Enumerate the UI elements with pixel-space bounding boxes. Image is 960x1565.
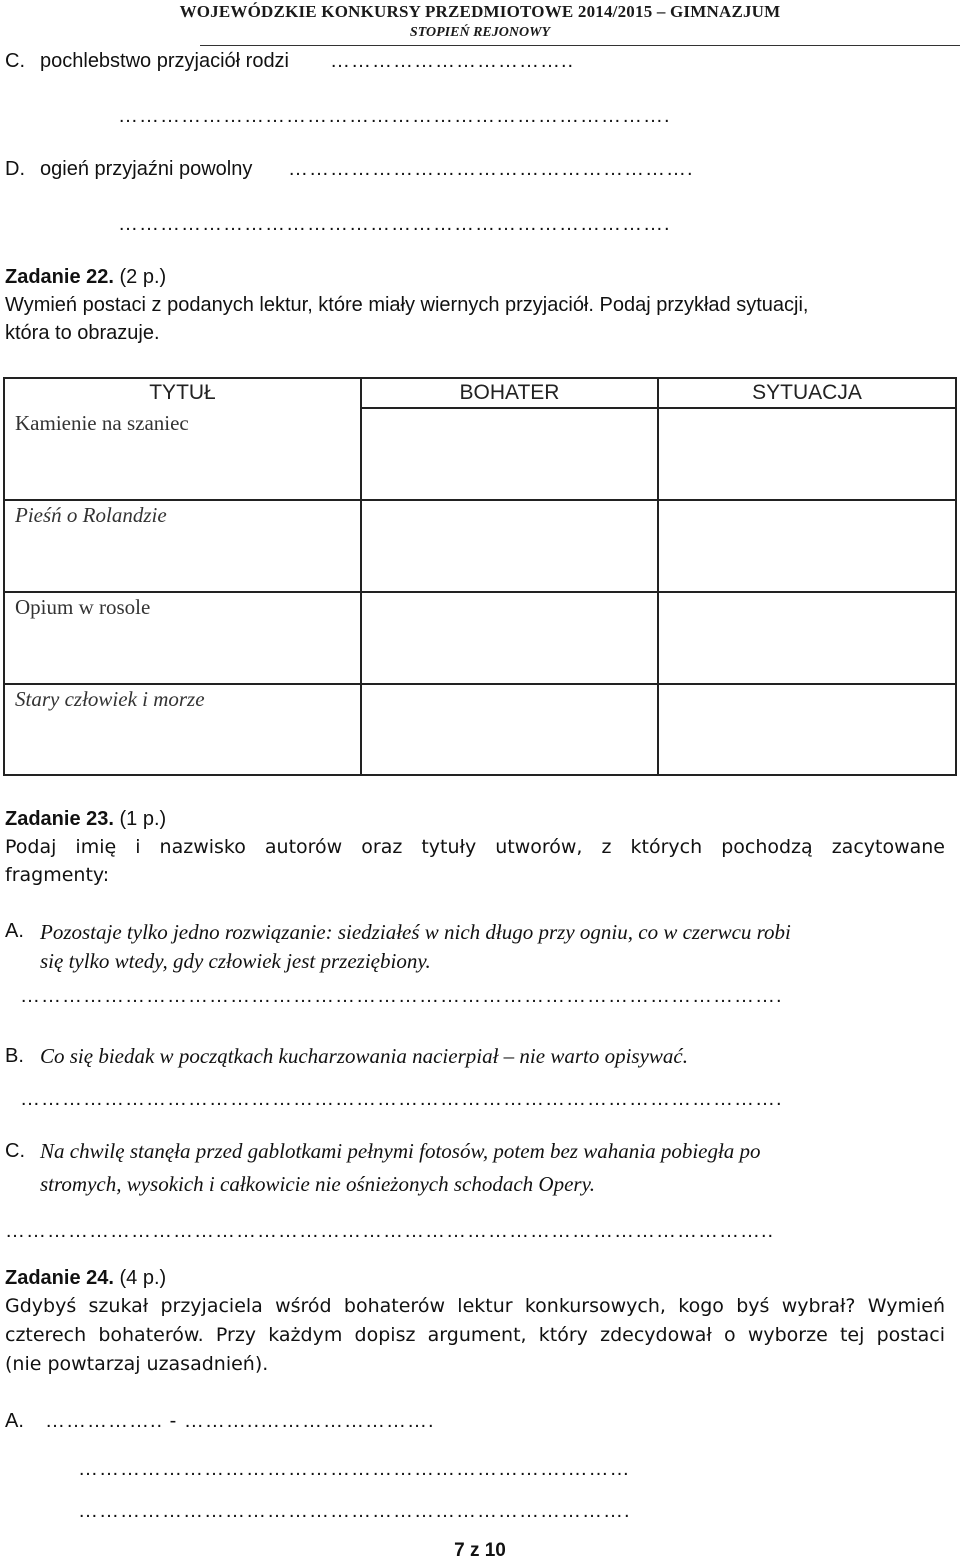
task24-heading xyxy=(5,1267,166,1290)
table-row-divider xyxy=(5,683,957,685)
table-column-divider xyxy=(360,379,362,774)
table-header-hero: BOHATER xyxy=(459,381,560,404)
option-d-answer-line-2: ……………………………………………………………………. xyxy=(118,213,671,235)
option-d-text: ogień przyjaźni powolny xyxy=(40,158,253,180)
quote-c-text-1: Na chwilę stanęła przed gablotkami pełnymi fotosów, potem bez wahania pobiegła po xyxy=(40,1139,761,1163)
option-c-label: C. xyxy=(5,50,25,72)
table-row-divider xyxy=(360,499,957,501)
quote-a-label: A. xyxy=(5,920,24,942)
option-c-answer-line-2: ……………………………………………………………………. xyxy=(118,105,671,127)
table-row-title: Kamienie na szaniec xyxy=(15,411,189,435)
quote-c-answer-line: ……………………………………………………………………………………………….. xyxy=(5,1220,775,1242)
quote-a-text-2: się tylko wtedy, gdy człowiek jest przeziębiony. xyxy=(40,949,431,973)
task22-heading xyxy=(5,266,166,289)
task24-instruction-3: (nie powtarzaj uzasadnień). xyxy=(5,1353,269,1375)
table-row-title: Opium w rosole xyxy=(15,595,151,619)
header-title: WOJEWÓDZKIE KONKURSY PRZEDMIOTOWE 2014/2015 – GIMNAZJUM xyxy=(179,2,781,21)
task23-title: Zadanie 23. xyxy=(5,808,114,830)
table-row-divider xyxy=(5,499,360,501)
task22-points: (2 p.) xyxy=(119,266,167,288)
task23-heading xyxy=(5,808,166,831)
task24-title: Zadanie 24. xyxy=(5,1267,114,1289)
quote-b-label: B. xyxy=(5,1045,24,1067)
option-c-text: pochlebstwo przyjaciół rodzi xyxy=(40,50,290,72)
answer-a-line-1: …………….. - ………..……………………. xyxy=(45,1410,435,1432)
header-subtitle: STOPIEŃ REJONOWY xyxy=(409,25,551,40)
table-row-title: Stary człowiek i morze xyxy=(15,687,205,711)
option-c-answer-line: …………………………….. xyxy=(330,50,575,72)
answer-a-label: A. xyxy=(5,1410,24,1432)
quote-c-text-2: stromych, wysokich i całkowicie nie ośnieżonych schodach Opery. xyxy=(40,1172,595,1196)
quote-a-answer-line: ………………………………………………………………………………………………. xyxy=(20,985,783,1007)
table-column-divider xyxy=(657,379,659,774)
task24-instruction-1: Gdybyś szukał przyjaciela wśród bohaterów lektur konkursowych, kogo byś wybrał? Wymień xyxy=(5,1295,945,1317)
task22-title: Zadanie 22. xyxy=(5,266,114,288)
table-header-title: TYTUŁ xyxy=(149,381,216,404)
characters-table xyxy=(3,377,957,776)
task23-instruction-2: fragmenty: xyxy=(5,864,110,886)
option-d-label: D. xyxy=(5,158,25,180)
quote-b-answer-line: ………………………………………………………………………………………………. xyxy=(20,1088,783,1110)
header-divider xyxy=(200,45,960,46)
task23-instruction-1: Podaj imię i nazwisko autorów oraz tytuły utworów, z których pochodzą zacytowane xyxy=(5,836,945,858)
table-row-title: Pieśń o Rolandzie xyxy=(15,503,167,527)
task24-points: (4 p.) xyxy=(119,1267,167,1289)
answer-a-line-2: …………………………………………………………….……… xyxy=(78,1458,631,1480)
table-row-divider xyxy=(5,591,957,593)
task23-points: (1 p.) xyxy=(119,808,167,830)
page-number: 7 z 10 xyxy=(454,1540,506,1561)
answer-a-line-3: ……………………………………………………………………. xyxy=(78,1500,631,1522)
task24-instruction-2: czterech bohaterów. Przy każdym dopisz argument, który zdecydował o wyborze tej postaci xyxy=(5,1324,945,1346)
quote-a-text-1: Pozostaje tylko jedno rozwiązanie: siedziałeś w nich długo przy ogniu, co w czerwcu robi xyxy=(40,920,791,944)
table-row-divider xyxy=(360,407,957,409)
quote-c-label: C. xyxy=(5,1140,25,1162)
quote-b-text: Co się biedak w początkach kucharzowania nacierpiał – nie warto opisywać. xyxy=(40,1044,689,1068)
table-header-situation: SYTUACJA xyxy=(752,381,862,404)
task22-instruction-2: która to obrazuje. xyxy=(5,322,160,344)
task22-instruction-1: Wymień postaci z podanych lektur, które miały wiernych przyjaciół. Podaj przykład sytuacji, xyxy=(5,294,809,316)
option-d-answer-line: …………………………………………………. xyxy=(288,158,694,180)
